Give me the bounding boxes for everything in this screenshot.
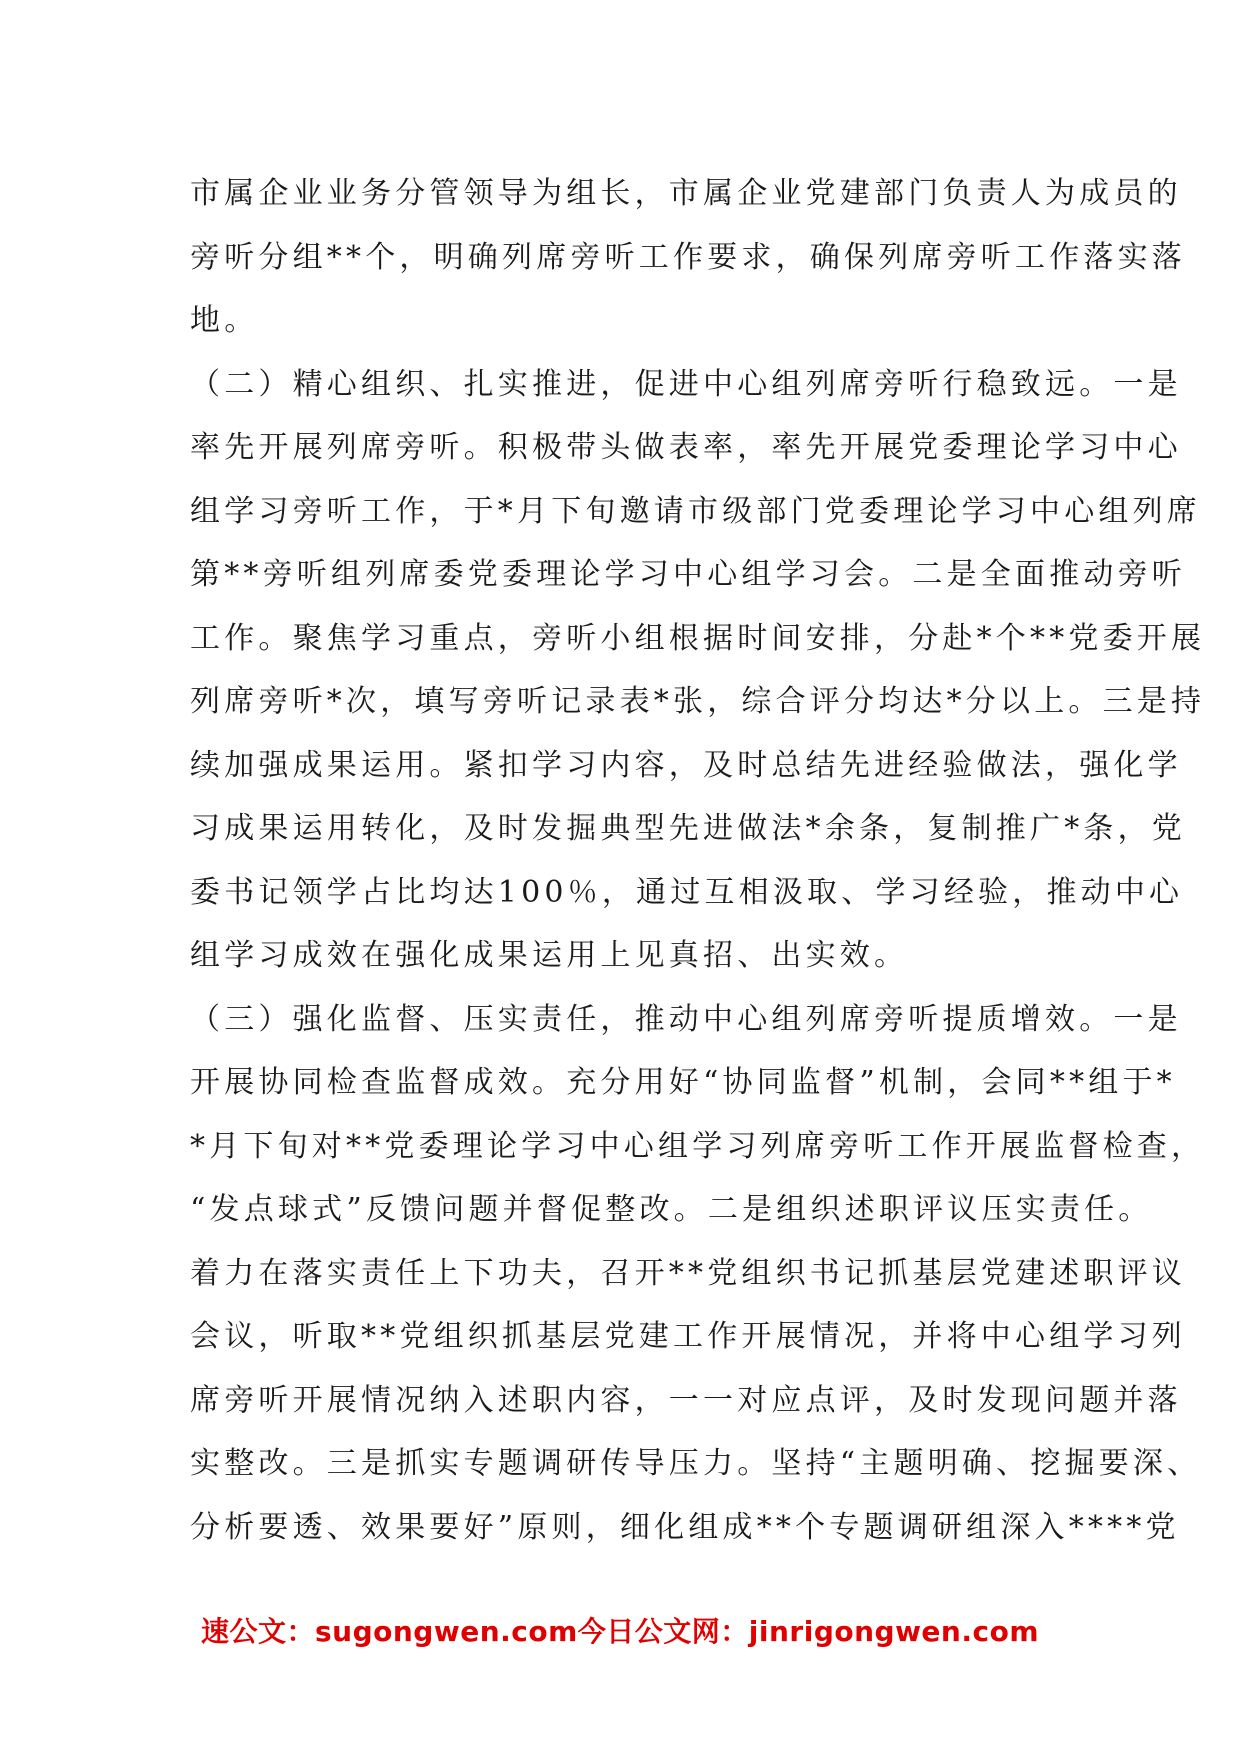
footer-text: 速公文：sugongwen.com今日公文网：jinrigongwen.com [200, 1615, 1040, 1648]
text-line-18: 着力在落实责任上下功夫，召开**党组织书记抓基层党建述职评议 [190, 1255, 1186, 1291]
text-line-22: 分析要透、效果要好”原则，细化组成**个专题调研组深入****党 [190, 1509, 1180, 1545]
text-line-8: 工作。聚焦学习重点，旁听小组根据时间安排，分赴*个**党委开展 [190, 620, 1206, 656]
text-line-4: （二）精心组织、扎实推进，促进中心组列席旁听行稳致远。一是 [190, 366, 1182, 402]
text-line-13: 组学习成效在强化成果运用上见真招、出实效。 [190, 938, 909, 973]
text-line-21: 实整改。三是抓实专题调研传导压力。坚持“主题明确、挖掘要深、 [190, 1446, 1202, 1481]
text-line-1: 市属企业业务分管领导为组长，市属企业党建部门负责人为成员的 [190, 176, 1182, 211]
text-line-2: 旁听分组**个，明确列席旁听工作要求，确保列席旁听工作落实落 [190, 239, 1186, 275]
text-line-11: 习成果运用转化，及时发掘典型先进做法*余条，复制推广*条，党 [190, 811, 1186, 846]
text-line-17: “发点球式”反馈问题并督促整改。二是组织述职评议压实责任。 [190, 1192, 1153, 1227]
text-line-20: 席旁听开展情况纳入述职内容，一一对应点评，及时发现问题并落 [190, 1382, 1182, 1418]
document-body [190, 162, 1206, 1559]
text-line-14: （三）强化监督、压实责任，推动中心组列席旁听提质增效。一是 [190, 1001, 1182, 1037]
text-line-19: 会议，听取**党组织抓基层党建工作开展情况，并将中心组学习列 [190, 1319, 1186, 1354]
text-line-5: 率先开展列席旁听。积极带头做表率，率先开展党委理论学习中心 [190, 430, 1182, 465]
text-line-6: 组学习旁听工作，于*月下旬邀请市级部门党委理论学习中心组列席 [190, 493, 1201, 529]
text-line-16: *月下旬对**党委理论学习中心组学习列席旁听工作开展监督检查， [190, 1128, 1206, 1164]
text-line-12: 委书记领学占比均达100％，通过互相汲取、学习经验，推动中心 [190, 874, 1184, 910]
text-line-9: 列席旁听*次，填写旁听记录表*张，综合评分均达*分以上。三是持 [190, 684, 1206, 719]
footer-watermark [0, 1610, 1240, 1650]
text-line-15: 开展协同检查监督成效。充分用好“协同监督”机制，会同**组于* [190, 1065, 1176, 1100]
text-line-7: 第**旁听组列席委党委理论学习中心组学习会。二是全面推动旁听 [190, 557, 1186, 592]
text-line-3: 地。 [190, 303, 259, 338]
text-line-10: 续加强成果运用。紧扣学习内容，及时总结先进经验做法，强化学 [190, 747, 1182, 783]
